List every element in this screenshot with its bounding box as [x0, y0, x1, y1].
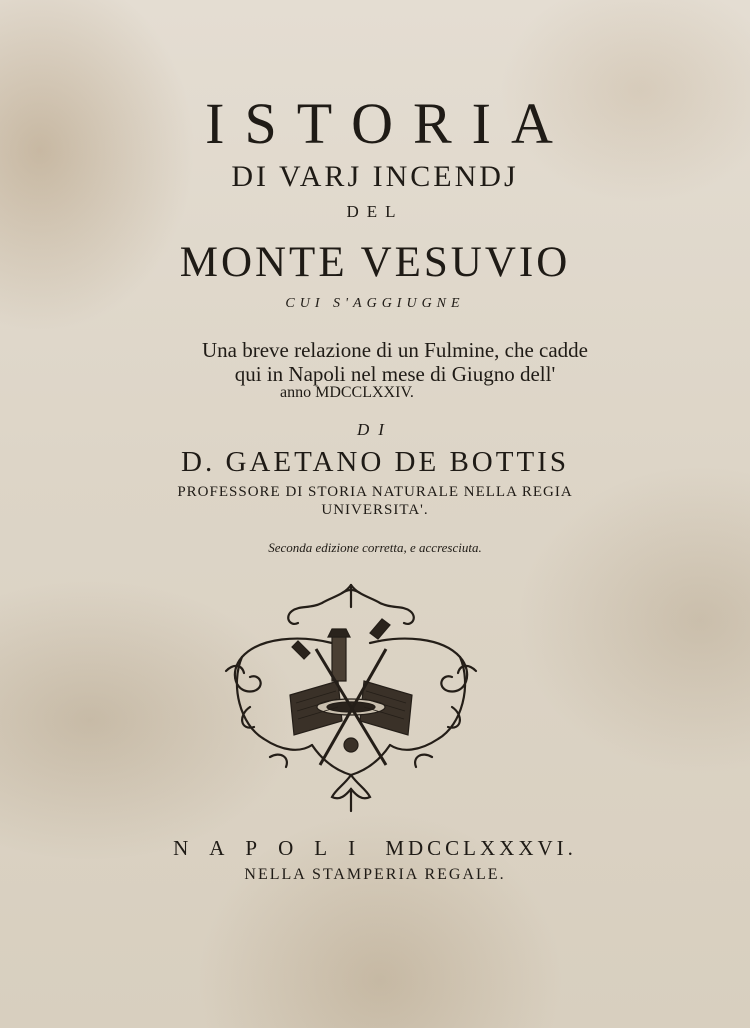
ornamental-vignette-icon [220, 575, 482, 815]
book-subtitle-2: DEL [346, 202, 404, 221]
edition-note: Seconda edizione corretta, e accresciuta. [268, 540, 482, 555]
relation-line-2: qui in Napoli nel mese di Giugno dell' [234, 362, 556, 386]
book-subtitle-3: MONTE VESUVIO [179, 239, 571, 286]
relation-line-3: anno MDCCLXXIV. [280, 384, 414, 401]
relation-line-1: Una breve relazione di un Fulmine, che cadde [201, 338, 588, 362]
imprint-year: MDCCLXXXVI. [385, 836, 577, 860]
imprint-place-year [0, 836, 750, 861]
author-name: D. GAETANO DE BOTTIS [181, 446, 569, 478]
author-title-2: UNIVERSITA'. [321, 502, 429, 518]
author-title-1: PROFESSORE DI STORIA NATURALE NELLA REGIA [177, 484, 573, 500]
book-title: ISTORIA [205, 91, 573, 156]
imprint-printer: NELLA STAMPERIA REGALE. [244, 866, 506, 883]
by-label: DI [357, 420, 393, 439]
addition-label: CUI S'AGGIUGNE [285, 296, 465, 311]
book-subtitle-1: DI VARJ INCENDJ [231, 160, 519, 193]
imprint-place: NAPOLI [173, 836, 377, 860]
